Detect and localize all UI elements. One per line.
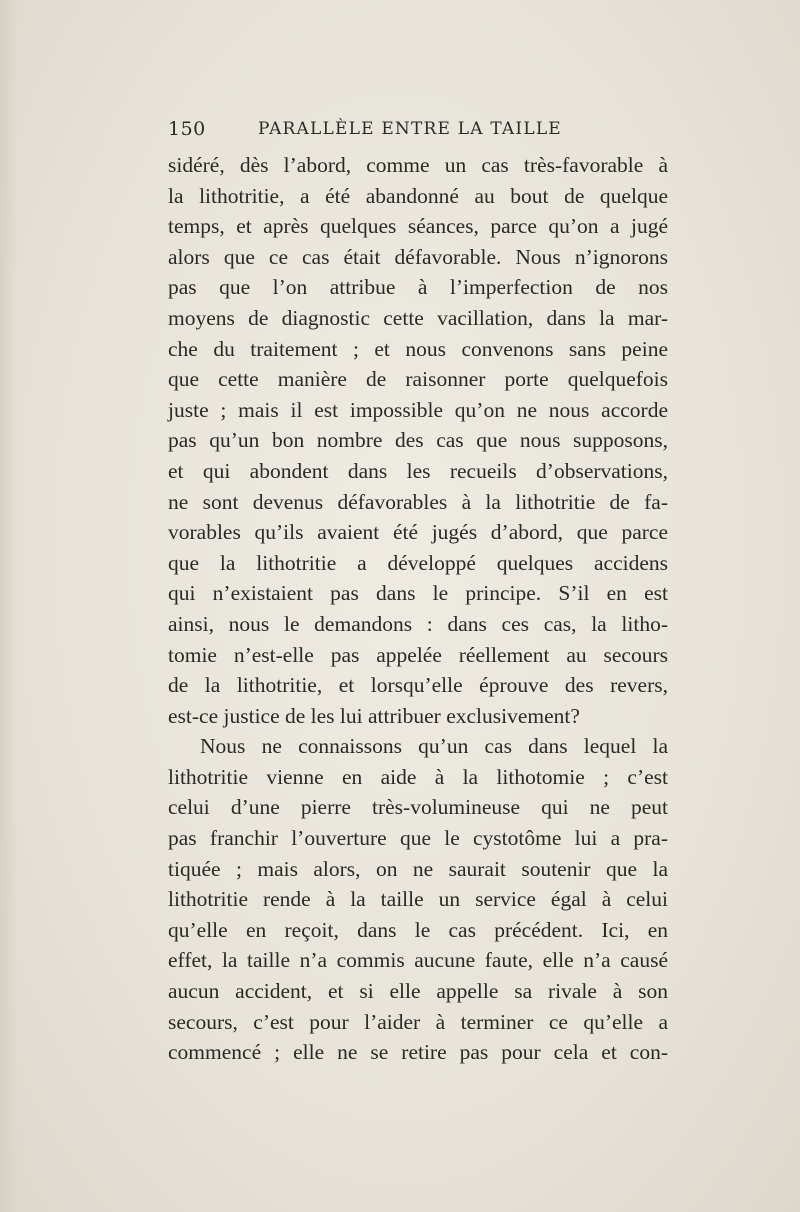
text-line: pas que l’on attribue à l’imperfection de nos [168, 275, 668, 300]
text-line: lithotritie rende à la taille un service égal à celui [168, 887, 668, 912]
text-line: juste ; mais il est impossible qu’on ne nous accorde [168, 397, 668, 422]
text-line: vorables qu’ils avaient été jugés d’abord, que parce [168, 520, 668, 545]
text-line: celui d’une pierre très-volumineuse qui ne peut [168, 795, 668, 820]
text-line: pas qu’un bon nombre des cas que nous supposons, [168, 428, 668, 453]
text-line: alors que ce cas était défavorable. Nous n’ignorons [168, 244, 668, 269]
text-line: che du traitement ; et nous convenons sans peine [168, 336, 668, 361]
text-line: pas franchir l’ouverture que le cystotôme lui a pra- [168, 826, 668, 851]
paragraph [168, 731, 668, 1068]
text-line: est-ce justice de les lui attribuer exclusivement? [168, 703, 580, 728]
text-line: qu’elle en reçoit, dans le cas précédent. Ici, en [168, 917, 668, 942]
page-number: 150 [168, 118, 206, 140]
text-line: que la lithotritie a développé quelques accidens [168, 550, 668, 575]
text-line: Nous ne connaissons qu’un cas dans lequel la [200, 734, 668, 759]
text-line: lithotritie vienne en aide à la lithotomie ; c’est [168, 764, 668, 789]
text-line: temps, et après quelques séances, parce qu’on a jugé [168, 214, 668, 239]
text-line: sidéré, dès l’abord, comme un cas très-favorable à [168, 153, 668, 177]
text-line: la lithotritie, a été abandonné au bout de quelque [168, 183, 668, 208]
text-line: moyens de diagnostic cette vacillation, dans la mar- [168, 305, 668, 330]
page-shadow-edge [0, 0, 18, 1212]
page-header [168, 118, 668, 146]
text-line: ainsi, nous le demandons : dans ces cas, la litho- [168, 611, 668, 636]
text-line: commencé ; elle ne se retire pas pour cela et con- [168, 1040, 668, 1065]
body-text [168, 150, 668, 1068]
text-line: secours, c’est pour l’aider à terminer ce qu’elle a [168, 1009, 668, 1034]
text-line: de la lithotritie, et lorsqu’elle éprouve des revers, [168, 673, 668, 698]
text-line: tomie n’est-elle pas appelée réellement au secours [168, 642, 668, 667]
text-line: ne sont devenus défavorables à la lithotritie de fa- [168, 489, 668, 514]
text-line: tiquée ; mais alors, on ne saurait soutenir que la [168, 856, 668, 881]
text-line: et qui abondent dans les recueils d’observations, [168, 458, 668, 483]
text-line: que cette manière de raisonner porte quelquefois [168, 367, 668, 392]
text-line: effet, la taille n’a commis aucune faute, elle n’a causé [168, 948, 668, 973]
paragraph [168, 150, 668, 731]
text-line: aucun accident, et si elle appelle sa rivale à son [168, 979, 668, 1004]
text-line: qui n’existaient pas dans le principe. S’il en est [168, 581, 668, 606]
running-title: PARALLÈLE ENTRE LA TAILLE [258, 119, 562, 139]
